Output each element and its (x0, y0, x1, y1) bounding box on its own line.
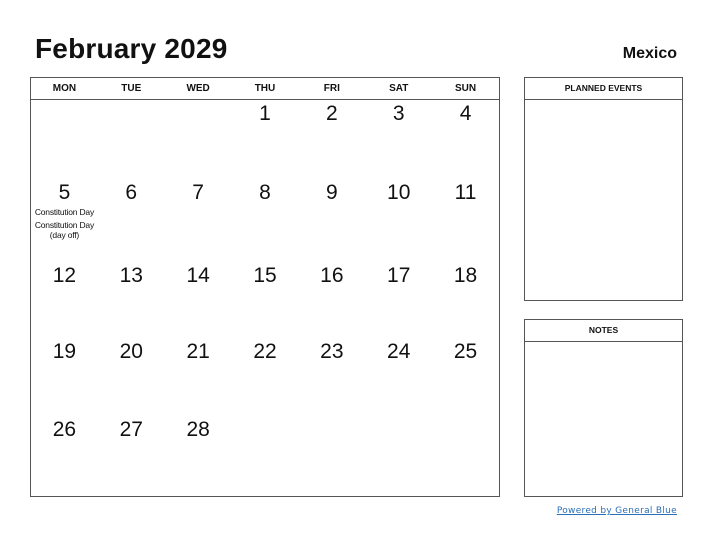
month-calendar (30, 77, 500, 497)
day-cell (365, 100, 432, 179)
weekday-mon: MON (52, 83, 77, 94)
day-cell (31, 262, 98, 338)
holiday-label: Constitution Day (34, 207, 94, 217)
day-cell (31, 100, 98, 179)
day-number: 17 (387, 264, 411, 287)
day-number: 7 (192, 181, 204, 204)
day-cell (298, 416, 365, 495)
notes-panel (524, 319, 683, 497)
day-number: 27 (119, 418, 143, 441)
weekday-header (31, 78, 499, 100)
day-cell (98, 416, 165, 495)
day-number (365, 416, 432, 418)
powered-by-link[interactable]: Powered by General Blue (556, 506, 677, 516)
day-cell (232, 179, 299, 262)
day-cell (232, 100, 299, 179)
day-cell (365, 416, 432, 495)
day-number: 3 (392, 102, 405, 125)
day-number (98, 100, 165, 102)
day-number: 23 (320, 340, 344, 363)
day-cell (365, 338, 432, 416)
planned-events-panel (524, 77, 683, 301)
day-number: 9 (326, 181, 338, 204)
day-number (298, 416, 365, 418)
day-number (165, 100, 232, 102)
day-cell (365, 262, 432, 338)
day-number: 22 (253, 340, 277, 363)
day-number (31, 100, 98, 102)
day-cell (98, 100, 165, 179)
calendar-grid (31, 100, 499, 495)
day-cell (165, 179, 232, 262)
weekday-thu: THU (254, 83, 276, 94)
day-number: 10 (387, 181, 411, 204)
planned-events-heading: PLANNED EVENTS (525, 78, 682, 100)
day-cell (432, 338, 499, 416)
weekday-sun: SUN (455, 83, 477, 94)
day-number (432, 416, 499, 418)
day-cell (165, 262, 232, 338)
day-cell (232, 416, 299, 495)
day-number: 4 (459, 102, 472, 125)
day-number: 26 (52, 418, 77, 441)
notes-heading: NOTES (525, 320, 682, 342)
day-cell (98, 262, 165, 338)
weekday-wed: WED (186, 83, 210, 94)
day-cell (165, 338, 232, 416)
day-number: 18 (453, 264, 478, 287)
day-number: 19 (52, 340, 77, 363)
day-cell (165, 100, 232, 179)
day-number: 8 (259, 181, 271, 204)
day-cell (432, 100, 499, 179)
day-number: 16 (320, 264, 344, 287)
holiday-label: Constitution Day (day off) (34, 219, 94, 240)
day-number: 2 (326, 102, 338, 125)
day-cell (298, 262, 365, 338)
day-cell (298, 179, 365, 262)
weekday-fri: FRI (323, 83, 340, 94)
day-cell (31, 416, 98, 495)
day-cell (432, 179, 499, 262)
day-cell (298, 338, 365, 416)
day-cell (432, 262, 499, 338)
weekday-tue: TUE (121, 83, 142, 94)
day-number: 25 (453, 340, 478, 363)
day-cell (232, 338, 299, 416)
day-number: 13 (119, 264, 143, 287)
day-number: 24 (387, 340, 411, 363)
day-cell (432, 416, 499, 495)
day-cell (298, 100, 365, 179)
day-cell (31, 179, 98, 262)
day-cell (232, 262, 299, 338)
weekday-sat: SAT (389, 83, 409, 94)
day-number: 15 (253, 264, 277, 287)
day-number: 21 (186, 340, 210, 363)
day-number: 6 (125, 181, 138, 204)
day-number: 11 (454, 181, 477, 204)
day-cell (98, 338, 165, 416)
day-number (232, 416, 299, 418)
day-number: 5 (58, 181, 71, 204)
day-cell (165, 416, 232, 495)
day-number: 12 (52, 264, 77, 287)
day-cell (365, 179, 432, 262)
day-cell (98, 179, 165, 262)
day-number: 28 (186, 418, 210, 441)
calendar-title: February 2029 (35, 33, 228, 64)
day-number: 1 (259, 102, 271, 125)
day-number: 20 (119, 340, 143, 363)
country-label: Mexico (622, 45, 677, 62)
day-cell (31, 338, 98, 416)
day-number: 14 (186, 264, 210, 287)
